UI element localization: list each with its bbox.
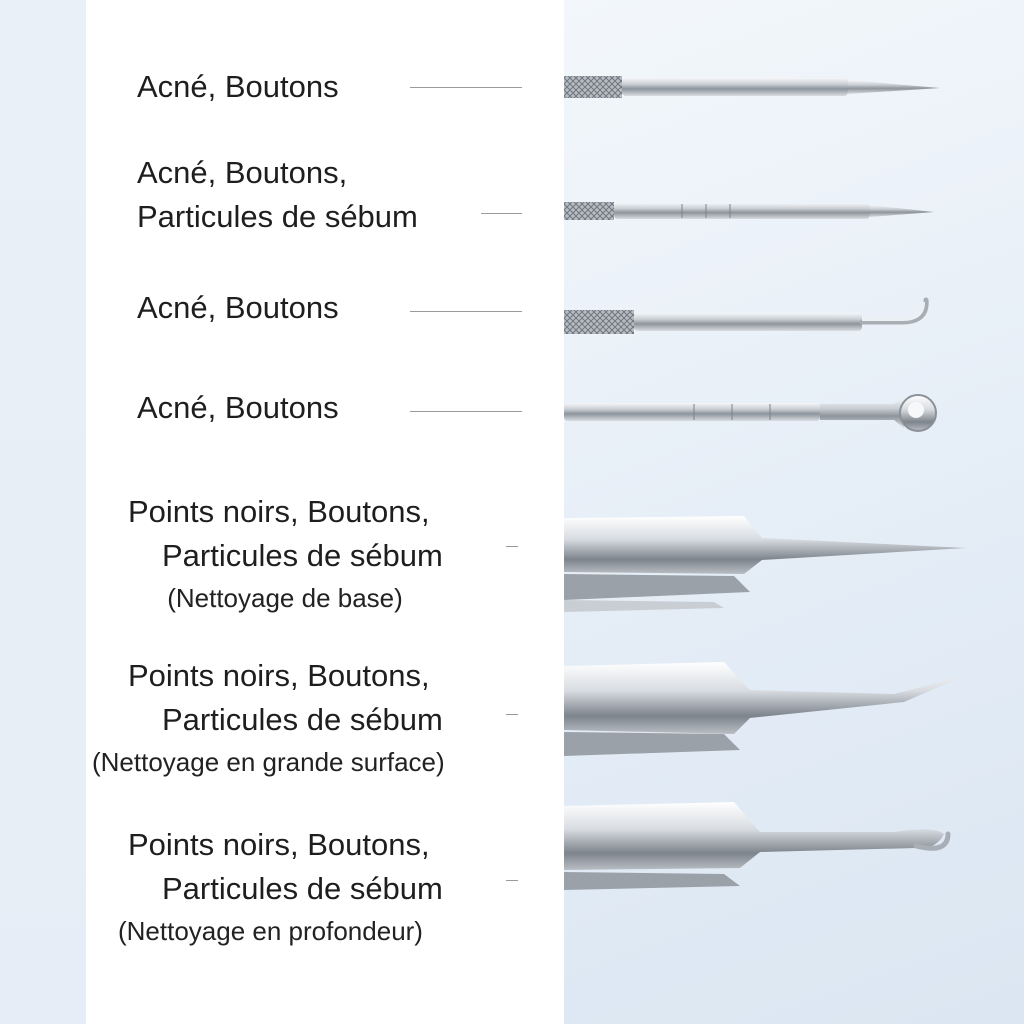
label-item-6	[92, 654, 532, 782]
leader-line	[481, 213, 522, 214]
label-line: Points noirs, Boutons,	[128, 827, 430, 862]
leader-line	[410, 411, 522, 412]
pointed-tweezers-icon	[564, 516, 966, 612]
label-item-7	[92, 823, 532, 951]
slanted-tweezers-icon	[564, 662, 964, 756]
label-line: Particules de sébum	[137, 199, 418, 234]
leader-line	[410, 87, 522, 88]
tools-illustration	[564, 0, 1024, 1024]
hook-tool-icon	[564, 300, 926, 334]
label-sub: (Nettoyage en profondeur)	[118, 916, 423, 946]
background-left	[0, 0, 86, 1024]
leader-line	[506, 714, 518, 715]
label-line: Points noirs, Boutons,	[128, 658, 430, 693]
label-item-2	[137, 151, 418, 239]
loop-spoon-tool-icon	[564, 395, 936, 431]
label-line: Particules de sébum	[162, 538, 443, 573]
label-item-5	[92, 490, 508, 618]
label-item-1	[137, 65, 339, 109]
label-line: Acné, Boutons	[137, 69, 339, 104]
label-item-3	[137, 286, 339, 330]
label-line: Particules de sébum	[162, 702, 443, 737]
label-item-4	[137, 386, 339, 430]
needle-tool-icon	[564, 76, 940, 98]
leader-line	[506, 546, 518, 547]
label-line: Acné, Boutons,	[137, 155, 348, 190]
label-line: Particules de sébum	[162, 871, 443, 906]
lancet-tool-icon	[564, 202, 934, 220]
label-line: Points noirs, Boutons,	[128, 494, 430, 529]
leader-line	[506, 880, 518, 881]
hooked-tweezers-icon	[564, 802, 948, 890]
label-sub: (Nettoyage de base)	[167, 583, 403, 613]
label-line: Acné, Boutons	[137, 390, 339, 425]
label-line: Acné, Boutons	[137, 290, 339, 325]
leader-line	[410, 311, 522, 312]
label-sub: (Nettoyage en grande surface)	[92, 747, 445, 777]
